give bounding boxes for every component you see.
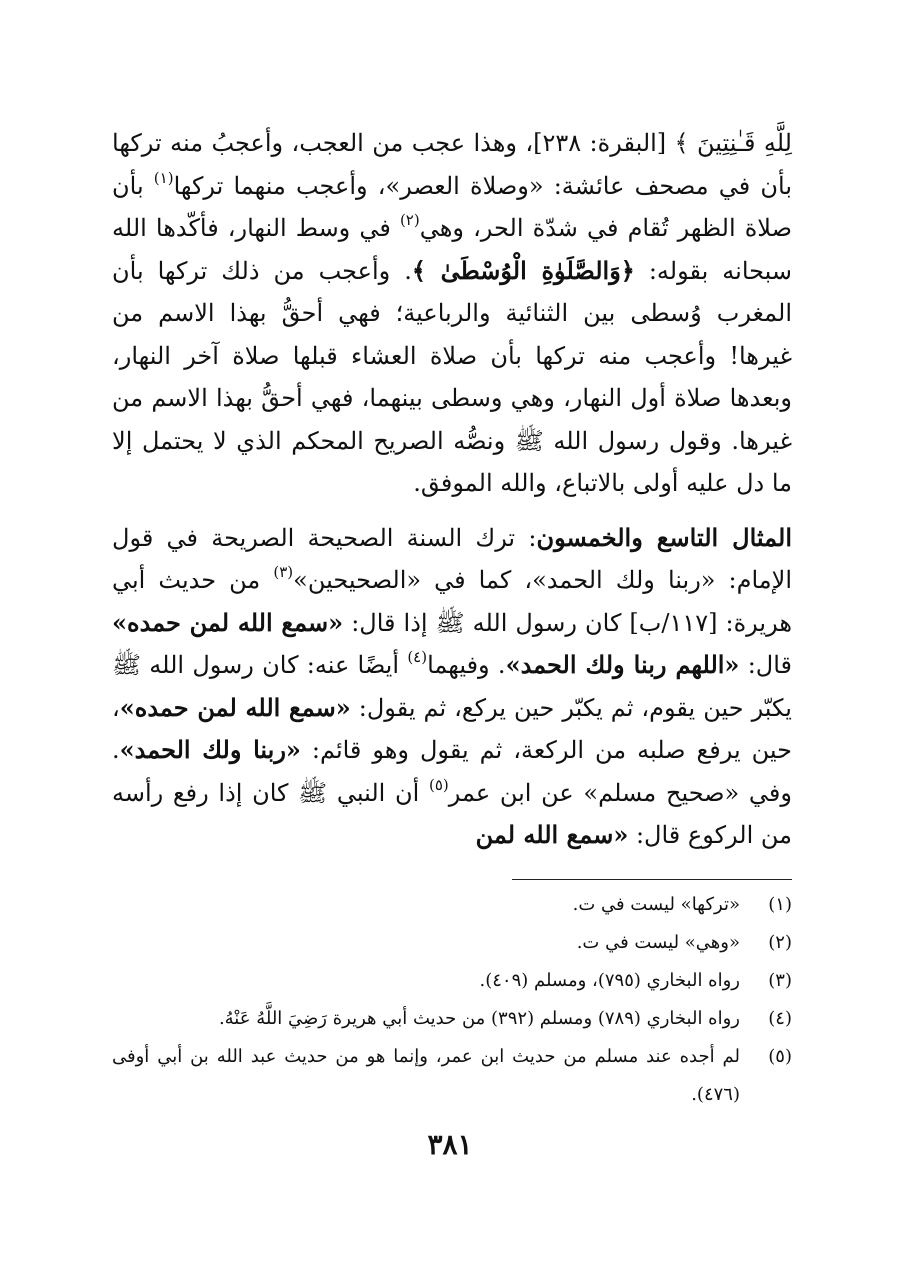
footnote-number: (٥) xyxy=(768,1046,792,1067)
footnote-item xyxy=(112,962,792,1000)
footnote-item xyxy=(112,1000,792,1038)
text-run: من حديث أبي هريرة: [١١٧/ب] كان رسول الله ﷺ إذا قال: xyxy=(112,566,792,637)
page-number: ٣٨١ xyxy=(427,1128,473,1161)
text-run: بأن صلاة الظهر تُقام في شدّة الحر، وهي xyxy=(112,171,792,242)
footnote-ref-3[interactable]: (٣) xyxy=(273,563,294,581)
footnote-item xyxy=(112,1038,792,1114)
footnote-ref-2[interactable]: (٢) xyxy=(399,211,420,229)
text-run: . وأعجب من ذلك تركها بأن المغرب وُسطى بين الثنائية والرباعية؛ فهي أحقُّ بهذا الاسم من غيرها! وأعجب منه تركها بأن صلاة العشاء قبلها صلاة آخر النهار، وبعدها صلاة أول النهار، وهي وسطى بينهما، فهي أحقُّ بهذا الاسم من غيرها. وقول رسول الله ﷺ ونصُّه الصريح المحكم الذي لا يحتمل إلا ما دل عليه أولى بالاتباع، والله الموفق. xyxy=(112,256,792,497)
text-run: في وسط النهار، فأكّدها الله سبحانه بقوله: xyxy=(112,214,792,285)
footnote-item xyxy=(112,886,792,924)
footnote-number: (٢) xyxy=(768,932,792,953)
section-heading: المثال التاسع والخمسون xyxy=(536,522,792,552)
footnote-item xyxy=(112,924,792,962)
footnote-divider xyxy=(512,879,792,880)
text-run: أن النبي ﷺ كان إذا رفع رأسه من الركوع قال: xyxy=(112,778,792,849)
footnote-ref-4[interactable]: (٤) xyxy=(407,648,428,666)
footnote-text: رواه البخاري (٧٨٩) ومسلم (٣٩٢) من حديث أبي هريرة رَضِيَ اللَّهُ عَنْهُ. xyxy=(218,1008,740,1029)
footnote-text: رواه البخاري (٧٩٥)، ومسلم (٤٠٩). xyxy=(479,970,740,991)
footnotes xyxy=(112,886,792,1114)
quran-verse: ﴿وَالصَّلَوٰةِ الْوُسْطَىٰ ﴾ xyxy=(411,255,635,285)
text-run: : ترك السنة الصحيحة الصريحة في قول الإمام: «ربنا ولك الحمد»، كما في «الصحيحين» xyxy=(112,523,792,594)
footnote-ref-1[interactable]: (١) xyxy=(153,168,174,187)
footnote-text: لم أجده عند مسلم من حديث ابن عمر، وإنما هو من حديث عبد الله بن أبي أوفى (٤٧٦). xyxy=(112,1046,740,1105)
paragraph-1 xyxy=(112,122,792,505)
text-run: ، حين يرفع صلبه من الركعة، ثم يقول وهو قائم: xyxy=(112,693,792,764)
bold-quote: «سمع الله لمن حمده» xyxy=(119,692,351,722)
footnote-text: «وهي» ليست في ت. xyxy=(576,932,740,953)
main-text xyxy=(112,122,792,857)
footnote-number: (١) xyxy=(768,894,792,915)
footnote-ref-5[interactable]: (٥) xyxy=(428,775,449,794)
paragraph-2 xyxy=(112,517,792,857)
text-run: لِلَّهِ قَـٰنِتِينَ ﴾ [البقرة: ٢٣٨]، وهذا عجب من العجب، وأعجبُ منه تركها بأن في مصحف عائشة: «وصلاة العصر»، وأعجب منهما تركها xyxy=(112,129,792,200)
text-run: . وفي «صحيح مسلم» عن ابن عمر xyxy=(112,736,792,807)
bold-quote: «سمع الله لمن xyxy=(475,820,629,849)
footnote-text: «تركها» ليست في ت. xyxy=(572,894,740,915)
bold-quote: «سمع الله لمن حمده» xyxy=(112,607,344,637)
text-run: أيضًا عنه: كان رسول الله ﷺ يكبّر حين يقوم، ثم يكبّر حين يركع، ثم يقول: xyxy=(112,651,792,722)
bold-quote: «اللهم ربنا ولك الحمد» xyxy=(505,650,740,679)
footnote-number: (٤) xyxy=(768,1008,792,1029)
text-run: . وفيهما xyxy=(427,651,506,679)
footnote-number: (٣) xyxy=(768,970,792,991)
text-run: قال: xyxy=(739,651,793,679)
bold-quote: «ربنا ولك الحمد» xyxy=(119,735,301,764)
